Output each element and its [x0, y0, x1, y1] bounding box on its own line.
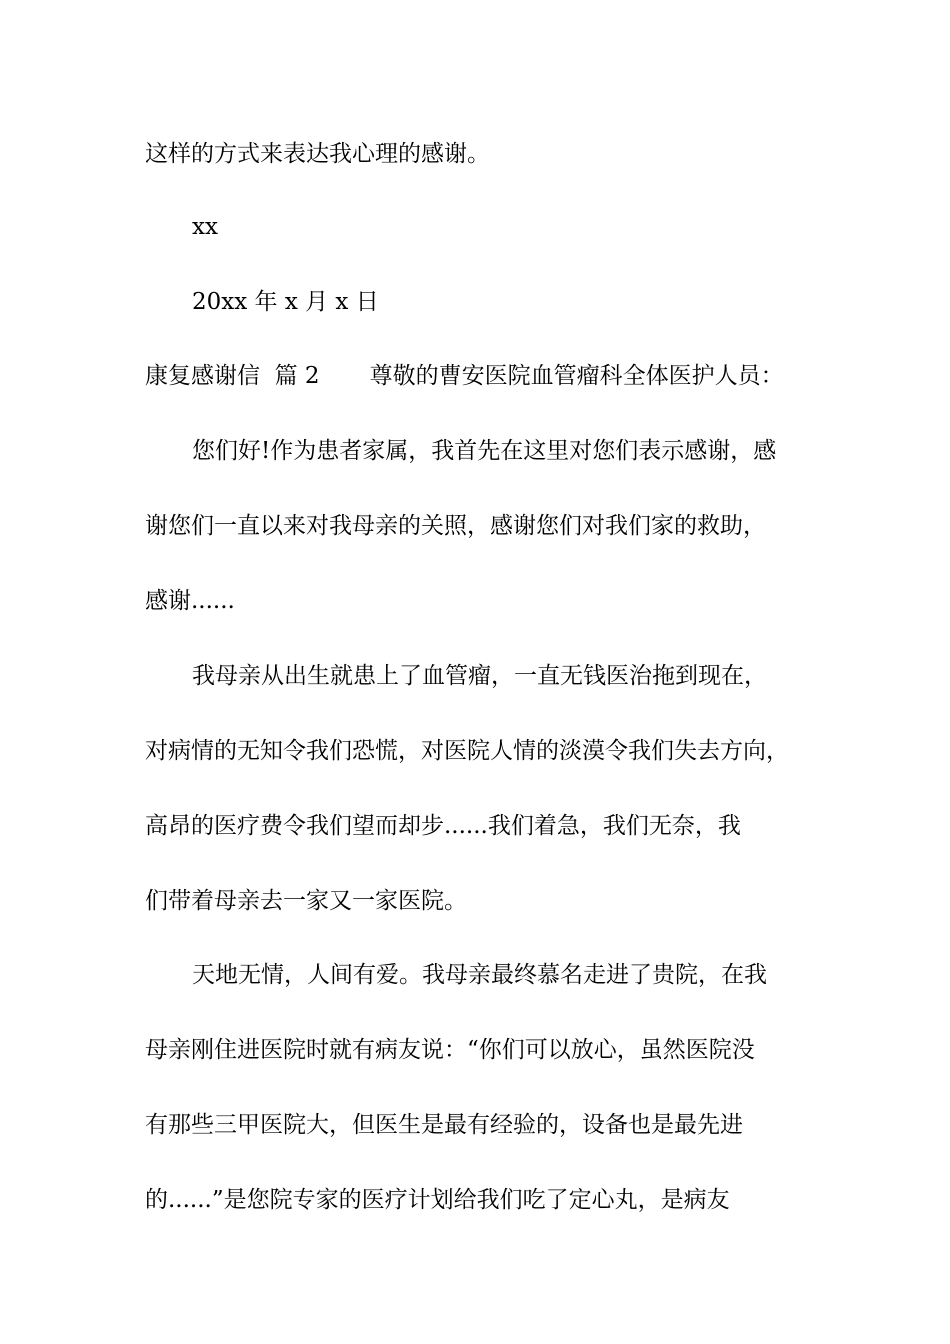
- section-heading: 康复感谢信 篇 2: [145, 363, 320, 389]
- paragraph-line: 高昂的医疗费令我们望而却步......我们着急，我们无奈，我: [145, 813, 741, 839]
- salutation: 尊敬的曹安医院血管瘤科全体医护人员：: [369, 363, 784, 389]
- paragraph-line: 谢您们一直以来对我母亲的关照，感谢您们对我们家的救助，: [145, 513, 766, 539]
- paragraph-line: 您们好!作为患者家属，我首先在这里对您们表示感谢，感: [192, 438, 777, 464]
- paragraph-line: 母亲刚住进医院时就有病友说：“你们可以放心，虽然医院没: [145, 1037, 755, 1063]
- paragraph-line: 天地无情，人间有爱。我母亲最终慕名走进了贵院，在我: [192, 962, 767, 988]
- paragraph-line: 这样的方式来表达我心理的感谢。: [145, 141, 490, 167]
- paragraph-line: 的......”是您院专家的医疗计划给我们吃了定心丸，是病友: [145, 1187, 730, 1213]
- signature-name: xx: [192, 214, 218, 240]
- paragraph-line: 有那些三甲医院大，但医生是最有经验的，设备也是最先进: [145, 1112, 743, 1138]
- section-heading-row: [145, 361, 784, 391]
- paragraph-line: 对病情的无知令我们恐慌，对医院人情的淡漠令我们失去方向，: [145, 738, 789, 764]
- paragraph-line: 感谢......: [145, 588, 235, 614]
- signature-date: 20xx 年 x 月 x 日: [192, 289, 379, 315]
- paragraph-line: 们带着母亲去一家又一家医院。: [145, 888, 467, 914]
- paragraph-line: 我母亲从出生就患上了血管瘤，一直无钱医治拖到现在，: [192, 663, 767, 689]
